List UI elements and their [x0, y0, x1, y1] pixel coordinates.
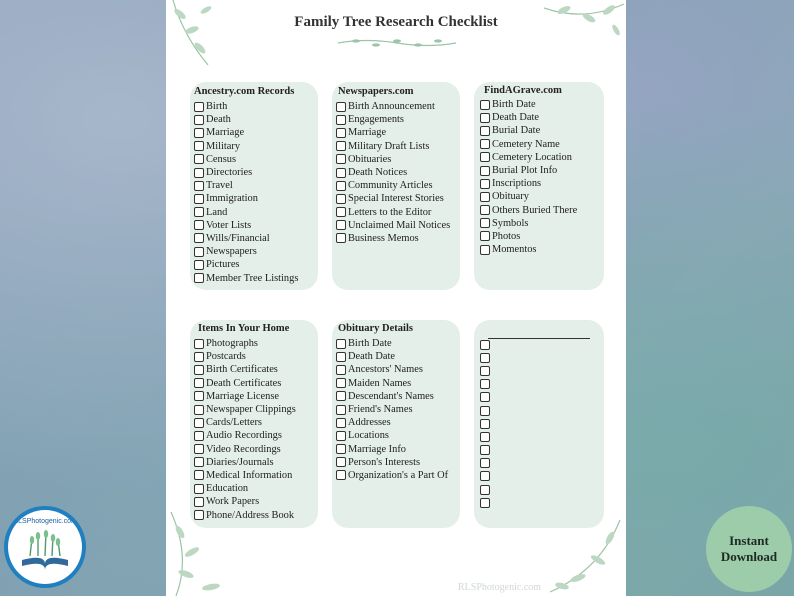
- checklist-item-label: Member Tree Listings: [206, 272, 299, 284]
- checklist-item[interactable]: [480, 417, 492, 430]
- checklist-item-label: Special Interest Stories: [348, 193, 444, 205]
- logo-badge: [4, 506, 86, 588]
- checklist-item[interactable]: [194, 416, 296, 429]
- checkbox-icon[interactable]: [194, 207, 204, 217]
- card-title: Newspapers.com: [338, 86, 414, 97]
- checkbox-icon[interactable]: [480, 166, 490, 176]
- checklist-item-label: Birth: [206, 101, 228, 113]
- checklist-item[interactable]: [194, 219, 298, 232]
- checkbox-icon[interactable]: [480, 353, 490, 363]
- checklist-item-label: Video Recordings: [206, 443, 281, 455]
- page-title: Family Tree Research Checklist: [294, 14, 498, 30]
- checklist-item-label: Death Certificates: [206, 377, 282, 389]
- checklist-item-label: Census: [206, 153, 237, 165]
- checkbox-icon[interactable]: [480, 366, 490, 376]
- checkbox-icon[interactable]: [480, 139, 490, 149]
- checklist-item-label: Obituaries: [348, 153, 392, 165]
- checklist-item[interactable]: [336, 363, 448, 376]
- checkbox-icon[interactable]: [194, 365, 204, 375]
- checklist-item[interactable]: [336, 140, 450, 153]
- checklist-item[interactable]: [194, 245, 298, 258]
- checkbox-icon[interactable]: [480, 406, 490, 416]
- checkbox-icon[interactable]: [480, 392, 490, 402]
- checklist-item-label: Directories: [206, 167, 253, 179]
- checklist-item[interactable]: [194, 482, 296, 495]
- checklist-item[interactable]: [480, 190, 577, 203]
- checklist-item[interactable]: [194, 403, 296, 416]
- checklist-item-label: Cards/Letters: [206, 417, 262, 429]
- checklist-item[interactable]: [336, 100, 450, 113]
- checklist-item[interactable]: [480, 364, 492, 377]
- checklist-item-label: Inscriptions: [492, 178, 542, 190]
- checklist-item[interactable]: [194, 113, 298, 126]
- checklist-item-label: Death Date: [348, 351, 396, 363]
- checklist-item[interactable]: [480, 404, 492, 417]
- card-title: FindAGrave.com: [484, 85, 562, 96]
- checklist-item[interactable]: [480, 151, 577, 164]
- checkbox-icon[interactable]: [336, 181, 346, 191]
- checkbox-icon[interactable]: [336, 352, 346, 362]
- checkbox-icon[interactable]: [194, 128, 204, 138]
- checklist: [194, 337, 296, 522]
- checklist-item-label: Organization's a Part Of: [348, 469, 449, 481]
- checklist-item-label: Person's Interests: [348, 456, 420, 468]
- checkbox-icon[interactable]: [480, 498, 490, 508]
- checklist-item-label: Locations: [348, 430, 389, 442]
- card-obituary: [332, 320, 460, 528]
- checklist-item[interactable]: [480, 351, 492, 364]
- checklist-item-label: Momentos: [492, 244, 537, 256]
- checklist-item[interactable]: [336, 166, 450, 179]
- checkbox-icon[interactable]: [480, 458, 490, 468]
- checklist-item-label: Marriage: [348, 127, 387, 139]
- checklist-item[interactable]: [336, 416, 448, 429]
- checklist-item-label: Business Memos: [348, 232, 419, 244]
- checkbox-icon[interactable]: [336, 405, 346, 415]
- checkbox-icon[interactable]: [480, 445, 490, 455]
- checkbox-icon[interactable]: [336, 102, 346, 112]
- checkbox-icon[interactable]: [194, 352, 204, 362]
- checkbox-icon[interactable]: [194, 260, 204, 270]
- checklist-item[interactable]: [480, 98, 577, 111]
- checklist-item[interactable]: [194, 140, 298, 153]
- checkbox-icon[interactable]: [194, 181, 204, 191]
- card-items-home: [190, 320, 318, 528]
- checklist-item[interactable]: [480, 164, 577, 177]
- checklist-item[interactable]: [480, 457, 492, 470]
- checklist-item-label: Postcards: [206, 351, 246, 363]
- checklist-item-label: Descendant's Names: [348, 390, 434, 402]
- checkbox-icon[interactable]: [194, 405, 204, 415]
- checkbox-icon[interactable]: [336, 365, 346, 375]
- checklist-item[interactable]: [336, 179, 450, 192]
- checklist: [194, 100, 298, 285]
- checkbox-icon[interactable]: [194, 154, 204, 164]
- checklist-item[interactable]: [336, 403, 448, 416]
- checkbox-icon[interactable]: [194, 391, 204, 401]
- checklist-item-label: Marriage: [206, 127, 245, 139]
- checklist-item-label: Ancestors' Names: [348, 364, 423, 376]
- checklist-item[interactable]: [194, 469, 296, 482]
- checklist-item[interactable]: [336, 126, 450, 139]
- checklist-item-label: Engagements: [348, 114, 404, 126]
- checklist-item-label: Work Papers: [206, 496, 260, 508]
- checklist-item[interactable]: [480, 470, 492, 483]
- checklist-item-label: Birth Date: [492, 99, 536, 111]
- checklist-item[interactable]: [480, 217, 577, 230]
- checkbox-icon[interactable]: [194, 444, 204, 454]
- checklist-item-label: Friend's Names: [348, 404, 413, 416]
- checkbox-icon[interactable]: [480, 245, 490, 255]
- checkbox-icon[interactable]: [336, 470, 346, 480]
- checkbox-icon[interactable]: [336, 444, 346, 454]
- checkbox-icon[interactable]: [480, 218, 490, 228]
- checklist-item-label: Burial Plot Info: [492, 165, 558, 177]
- checklist-item[interactable]: [194, 363, 296, 376]
- checklist-item-label: Military Draft Lists: [348, 140, 430, 152]
- checklist-item[interactable]: [336, 192, 450, 205]
- checklist-item-label: Birth Certificates: [206, 364, 278, 376]
- checklist-item[interactable]: [194, 206, 298, 219]
- checklist-item[interactable]: [336, 113, 450, 126]
- checklist-item[interactable]: [480, 204, 577, 217]
- leaf-corner-icon: [168, 0, 228, 70]
- checklist-item[interactable]: [194, 456, 296, 469]
- checklist-item[interactable]: [336, 390, 448, 403]
- checkbox-icon[interactable]: [194, 194, 204, 204]
- checkbox-icon[interactable]: [480, 205, 490, 215]
- checklist-item[interactable]: [480, 391, 492, 404]
- checkbox-icon[interactable]: [480, 192, 490, 202]
- checklist-item[interactable]: [480, 111, 577, 124]
- checklist: [336, 337, 448, 482]
- checklist: [480, 98, 577, 256]
- card-title: Obituary Details: [338, 323, 413, 334]
- checklist-item-label: Symbols: [492, 217, 529, 229]
- checklist-item[interactable]: [480, 378, 492, 391]
- checklist-item-label: Immigration: [206, 193, 258, 205]
- checklist-item-label: Education: [206, 483, 249, 495]
- checklist-item[interactable]: [336, 153, 450, 166]
- badge-line-1: Instant: [729, 533, 769, 548]
- checklist-item[interactable]: [480, 243, 577, 256]
- checklist-item[interactable]: [194, 390, 296, 403]
- checklist-item-label: Wills/Financial: [206, 232, 270, 244]
- checklist-item[interactable]: [194, 179, 298, 192]
- checklist-item[interactable]: [336, 429, 448, 442]
- checklist-item[interactable]: [194, 192, 298, 205]
- footer-url: RLSPhotogenic.com: [458, 582, 542, 593]
- checklist-item[interactable]: [480, 430, 492, 443]
- card-findagrave: [474, 82, 604, 290]
- checklist-item[interactable]: [336, 469, 448, 482]
- checkbox-icon[interactable]: [194, 418, 204, 428]
- checklist-item[interactable]: [480, 338, 492, 351]
- checklist-page: [166, 0, 626, 596]
- checklist-item[interactable]: [194, 443, 296, 456]
- card-ancestry: [190, 82, 318, 290]
- checklist-item[interactable]: [194, 429, 296, 442]
- checkbox-icon[interactable]: [480, 432, 490, 442]
- checkbox-icon[interactable]: [480, 419, 490, 429]
- instant-download-badge: [706, 506, 792, 592]
- checkbox-icon[interactable]: [336, 418, 346, 428]
- checklist-item[interactable]: [194, 508, 296, 521]
- checklist-item-label: Military: [206, 140, 241, 152]
- checkbox-icon[interactable]: [336, 457, 346, 467]
- checklist-item[interactable]: [336, 219, 450, 232]
- checklist-item[interactable]: [480, 177, 577, 190]
- checkbox-icon[interactable]: [194, 247, 204, 257]
- checkbox-icon[interactable]: [336, 207, 346, 217]
- checkbox-icon[interactable]: [194, 431, 204, 441]
- leaf-corner-icon: [544, 0, 626, 50]
- checklist-item[interactable]: [194, 166, 298, 179]
- checklist-item-label: Newspaper Clippings: [206, 404, 296, 416]
- checklist-item[interactable]: [194, 377, 296, 390]
- checklist-item-label: Marriage License: [206, 390, 279, 402]
- checklist-item-label: Land: [206, 206, 228, 218]
- checkbox-icon[interactable]: [336, 391, 346, 401]
- checklist-item[interactable]: [336, 350, 448, 363]
- checkbox-icon[interactable]: [336, 378, 346, 388]
- checklist-item-label: Marriage Info: [348, 443, 406, 455]
- checklist-item-label: Cemetery Location: [492, 151, 572, 163]
- logo-text: RLSPhotogenic.com: [13, 518, 77, 525]
- card-title: Items In Your Home: [198, 323, 290, 334]
- checklist-item[interactable]: [336, 232, 450, 245]
- checkbox-icon[interactable]: [336, 115, 346, 125]
- card-title: Ancestry.com Records: [194, 86, 295, 97]
- checklist-item[interactable]: [480, 124, 577, 137]
- checklist-item[interactable]: [194, 126, 298, 139]
- checklist-item[interactable]: [194, 258, 298, 271]
- checklist-item[interactable]: [480, 230, 577, 243]
- checklist-item[interactable]: [194, 495, 296, 508]
- checkbox-icon[interactable]: [480, 113, 490, 123]
- checklist-item[interactable]: [480, 483, 492, 496]
- checkbox-icon[interactable]: [480, 485, 490, 495]
- card-newspapers: [332, 82, 460, 290]
- checkbox-icon[interactable]: [480, 379, 490, 389]
- book-plant-logo-icon: [8, 510, 82, 584]
- checkbox-icon[interactable]: [336, 141, 346, 151]
- checklist: [336, 100, 450, 245]
- checkbox-icon[interactable]: [336, 168, 346, 178]
- checkbox-icon[interactable]: [194, 470, 204, 480]
- checkbox-icon[interactable]: [194, 510, 204, 520]
- checklist-item-label: Photographs: [206, 338, 258, 350]
- checkbox-icon[interactable]: [194, 168, 204, 178]
- checkbox-icon[interactable]: [336, 233, 346, 243]
- checklist-item-label: Maiden Names: [348, 377, 412, 389]
- checklist-item-label: Travel: [206, 180, 233, 192]
- checkbox-icon[interactable]: [336, 154, 346, 164]
- blank-title-line: [488, 338, 590, 339]
- checklist-item-label: Birth Announcement: [348, 101, 435, 113]
- checkbox-icon[interactable]: [194, 141, 204, 151]
- checkbox-icon[interactable]: [336, 431, 346, 441]
- checkbox-icon[interactable]: [336, 194, 346, 204]
- checklist-item-label: Death Notices: [348, 167, 408, 179]
- checklist-item[interactable]: [336, 337, 448, 350]
- checklist-item[interactable]: [194, 232, 298, 245]
- checkbox-icon[interactable]: [480, 471, 490, 481]
- checkbox-icon[interactable]: [480, 231, 490, 241]
- checkbox-icon[interactable]: [194, 233, 204, 243]
- checklist-item-label: Others Buried There: [492, 204, 578, 216]
- checklist-item-label: Unclaimed Mail Notices: [348, 219, 451, 231]
- checkbox-icon[interactable]: [194, 457, 204, 467]
- checklist-item-label: Obituary: [492, 191, 529, 203]
- checklist-item[interactable]: [480, 496, 492, 509]
- checkbox-icon[interactable]: [194, 102, 204, 112]
- checklist-item-label: Addresses: [348, 417, 391, 429]
- checkbox-icon[interactable]: [194, 484, 204, 494]
- checklist-item[interactable]: [194, 271, 298, 284]
- checklist-item[interactable]: [194, 337, 296, 350]
- checkbox-icon[interactable]: [194, 220, 204, 230]
- badge-line-2: Download: [720, 549, 778, 564]
- checkbox-icon[interactable]: [336, 339, 346, 349]
- checkbox-icon[interactable]: [194, 115, 204, 125]
- checkbox-icon[interactable]: [336, 220, 346, 230]
- checklist-item[interactable]: [194, 153, 298, 166]
- checklist-item-label: Newspapers: [206, 246, 257, 258]
- checkbox-icon[interactable]: [194, 339, 204, 349]
- checklist-item-label: Medical Information: [206, 469, 293, 481]
- checklist-item-label: Burial Date: [492, 125, 541, 137]
- checklist-item-label: Photos: [492, 230, 521, 242]
- checklist-item[interactable]: [336, 443, 448, 456]
- checkbox-icon[interactable]: [480, 152, 490, 162]
- checkbox-icon[interactable]: [194, 497, 204, 507]
- checklist-item-label: Audio Recordings: [206, 430, 282, 442]
- checklist-item-label: Community Articles: [348, 180, 433, 192]
- checkbox-icon[interactable]: [480, 179, 490, 189]
- checklist-item[interactable]: [194, 350, 296, 363]
- checklist-item-label: Voter Lists: [206, 219, 252, 231]
- checklist-item[interactable]: [336, 456, 448, 469]
- checklist-item-label: Death Date: [492, 112, 540, 124]
- checklist-item-label: Letters to the Editor: [348, 206, 432, 218]
- checklist-item-label: Cemetery Name: [492, 138, 560, 150]
- card-blank: [474, 320, 604, 528]
- checklist-item-label: Death: [206, 114, 231, 126]
- checklist: [480, 338, 492, 509]
- checklist-item-label: Birth Date: [348, 338, 392, 350]
- checkbox-icon[interactable]: [336, 128, 346, 138]
- checklist-item[interactable]: [480, 138, 577, 151]
- checklist-item[interactable]: [336, 206, 450, 219]
- checklist-item-label: Pictures: [206, 259, 240, 271]
- checkbox-icon[interactable]: [194, 378, 204, 388]
- checkbox-icon[interactable]: [194, 273, 204, 283]
- checklist-item[interactable]: [336, 377, 448, 390]
- checkbox-icon[interactable]: [480, 100, 490, 110]
- checklist-item-label: Phone/Address Book: [206, 509, 295, 521]
- checkbox-icon[interactable]: [480, 126, 490, 136]
- checklist-item[interactable]: [194, 100, 298, 113]
- leaf-corner-icon: [550, 520, 626, 596]
- checkbox-icon[interactable]: [480, 340, 490, 350]
- checklist-item[interactable]: [480, 444, 492, 457]
- checklist-item-label: Diaries/Journals: [206, 456, 274, 468]
- leaf-flourish-icon: [336, 36, 458, 50]
